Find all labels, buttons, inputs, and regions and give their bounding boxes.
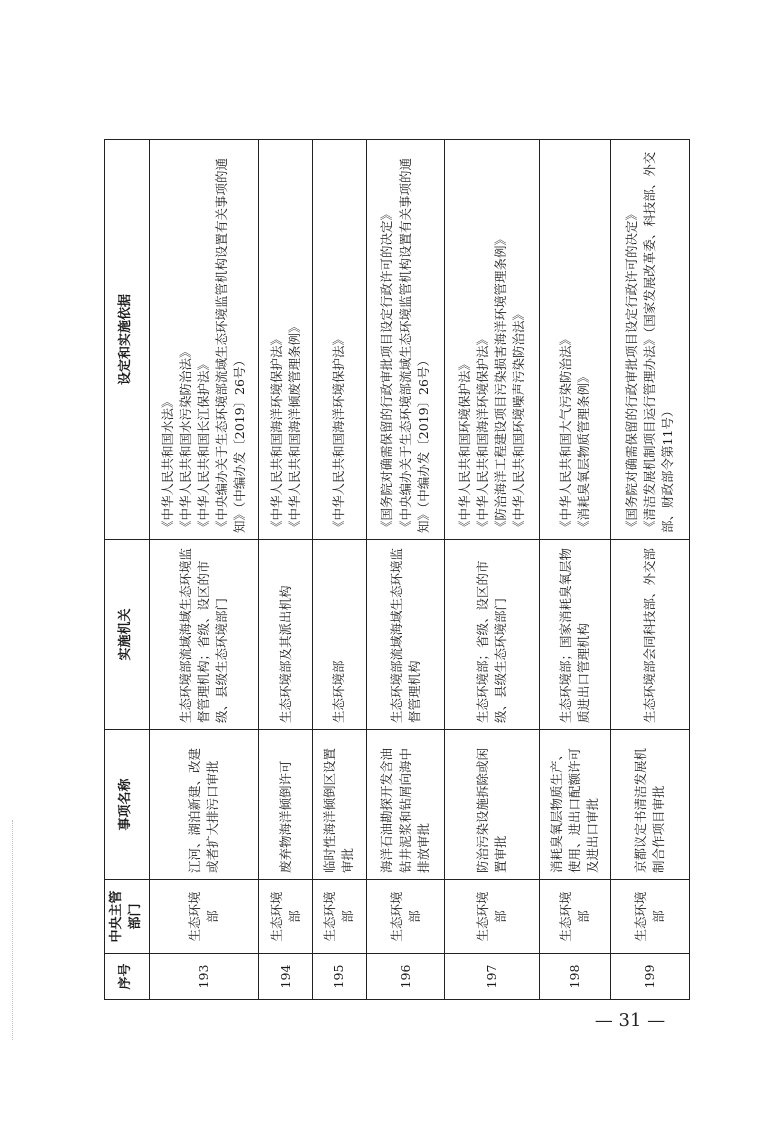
cell-dept: 生态环境部 <box>149 880 259 954</box>
basis-line: 《中华人民共和国水污染防治法》 <box>177 345 193 533</box>
basis-line: 《中华人民共和国大气污染防治法》 <box>557 332 573 533</box>
header-no: 序号 <box>105 954 150 1000</box>
cell-no: 194 <box>259 954 313 1000</box>
basis-line: 《防治海洋工程建设项目污染损害海洋环境管理条例》 <box>493 232 509 533</box>
cell-name: 海洋石油勘探开发含油钻井泥浆和钻屑向海中排放审批 <box>366 730 445 880</box>
header-name: 事项名称 <box>105 730 150 880</box>
basis-line: 《国务院对确需保留的行政审批项目设定行政许可的决定》 <box>624 207 640 533</box>
basis-line: 《消耗臭氧层物质管理条例》 <box>576 370 592 533</box>
basis-line: 《中央编办关于生态环境部流域生态环境监管机构设置有关事项的通知》（中编办发〔2019〕26号） <box>397 157 431 533</box>
table-row <box>445 140 539 1000</box>
cell-org: 生态环境部；省级、设区的市级、县级生态环境部门 <box>445 540 539 730</box>
table-row <box>259 140 313 1000</box>
basis-line: 《中央编办关于生态环境部流域生态环境监管机构设置有关事项的通知》（中编办发〔2019〕26号） <box>214 157 248 533</box>
approval-items-table <box>104 139 690 1000</box>
basis-line: 《中华人民共和国环境保护法》 <box>456 357 472 533</box>
basis-line: 《中华人民共和国水法》 <box>159 395 175 533</box>
table-header-row <box>105 140 150 1000</box>
cell-basis <box>149 140 259 540</box>
cell-basis <box>445 140 539 540</box>
cell-dept: 生态环境部 <box>611 880 690 954</box>
basis-line: 《中华人民共和国海洋环境保护法》 <box>331 332 347 533</box>
cell-org: 生态环境部流域海域生态环境监督管理机构；省级、设区的市级、县级生态环境部门 <box>149 540 259 730</box>
basis-line: 《中华人民共和国环境噪声污染防治法》 <box>511 307 527 533</box>
cell-org: 生态环境部流域海域生态环境监督管理机构 <box>366 540 445 730</box>
cell-no: 199 <box>611 954 690 1000</box>
header-dept: 中央主管部门 <box>105 880 150 954</box>
table-row <box>539 140 611 1000</box>
cell-name: 江河、湖泊新建、改建或者扩大排污口审批 <box>149 730 259 880</box>
cell-org: 生态环境部会同科技部、外交部 <box>611 540 690 730</box>
cell-basis <box>366 140 445 540</box>
cell-no: 197 <box>445 954 539 1000</box>
basis-line: 《中华人民共和国长江保护法》 <box>195 357 211 533</box>
cell-org: 生态环境部 <box>313 540 367 730</box>
basis-line: 《清洁发展机制项目运行管理办法》（国家发展改革委、科技部、外交部、财政部令第11号） <box>642 151 676 533</box>
cell-name: 京都议定书清洁发展机制合作项目审批 <box>611 730 690 880</box>
basis-line: 《中华人民共和国海洋环境保护法》 <box>474 332 490 533</box>
cell-name: 临时性海洋倾倒区设置审批 <box>313 730 367 880</box>
cell-name: 废弃物海洋倾倒许可 <box>259 730 313 880</box>
page-number: — 31 — <box>594 1010 666 1031</box>
table-row <box>366 140 445 1000</box>
table-row <box>149 140 259 1000</box>
cell-basis <box>313 140 367 540</box>
cell-basis <box>539 140 611 540</box>
cell-name: 防治污染设施拆除或闲置审批 <box>445 730 539 880</box>
basis-line: 《国务院对确需保留的行政审批项目设定行政许可的决定》 <box>379 207 395 533</box>
basis-line: 《中华人民共和国海洋环境保护法》 <box>268 332 284 533</box>
cell-dept: 生态环境部 <box>259 880 313 954</box>
cell-no: 195 <box>313 954 367 1000</box>
rotated-table-container <box>104 140 690 1000</box>
cell-org: 生态环境部及其派出机构 <box>259 540 313 730</box>
header-basis: 设定和实施依据 <box>105 140 150 540</box>
cell-no: 193 <box>149 954 259 1000</box>
cell-name: 消耗臭氧层物质生产、使用、进出口配额许可及进出口审批 <box>539 730 611 880</box>
basis-line: 《中华人民共和国海洋倾废管理条例》 <box>286 320 302 533</box>
cell-dept: 生态环境部 <box>445 880 539 954</box>
cell-dept: 生态环境部 <box>366 880 445 954</box>
cell-org: 生态环境部；国家消耗臭氧层物质进出口管理机构 <box>539 540 611 730</box>
cell-no: 198 <box>539 954 611 1000</box>
cell-no: 196 <box>366 954 445 1000</box>
binding-margin-dots <box>12 820 17 1040</box>
table-row <box>313 140 367 1000</box>
cell-dept: 生态环境部 <box>539 880 611 954</box>
cell-basis <box>259 140 313 540</box>
cell-dept: 生态环境部 <box>313 880 367 954</box>
table-row <box>611 140 690 1000</box>
header-org: 实施机关 <box>105 540 150 730</box>
cell-basis <box>611 140 690 540</box>
